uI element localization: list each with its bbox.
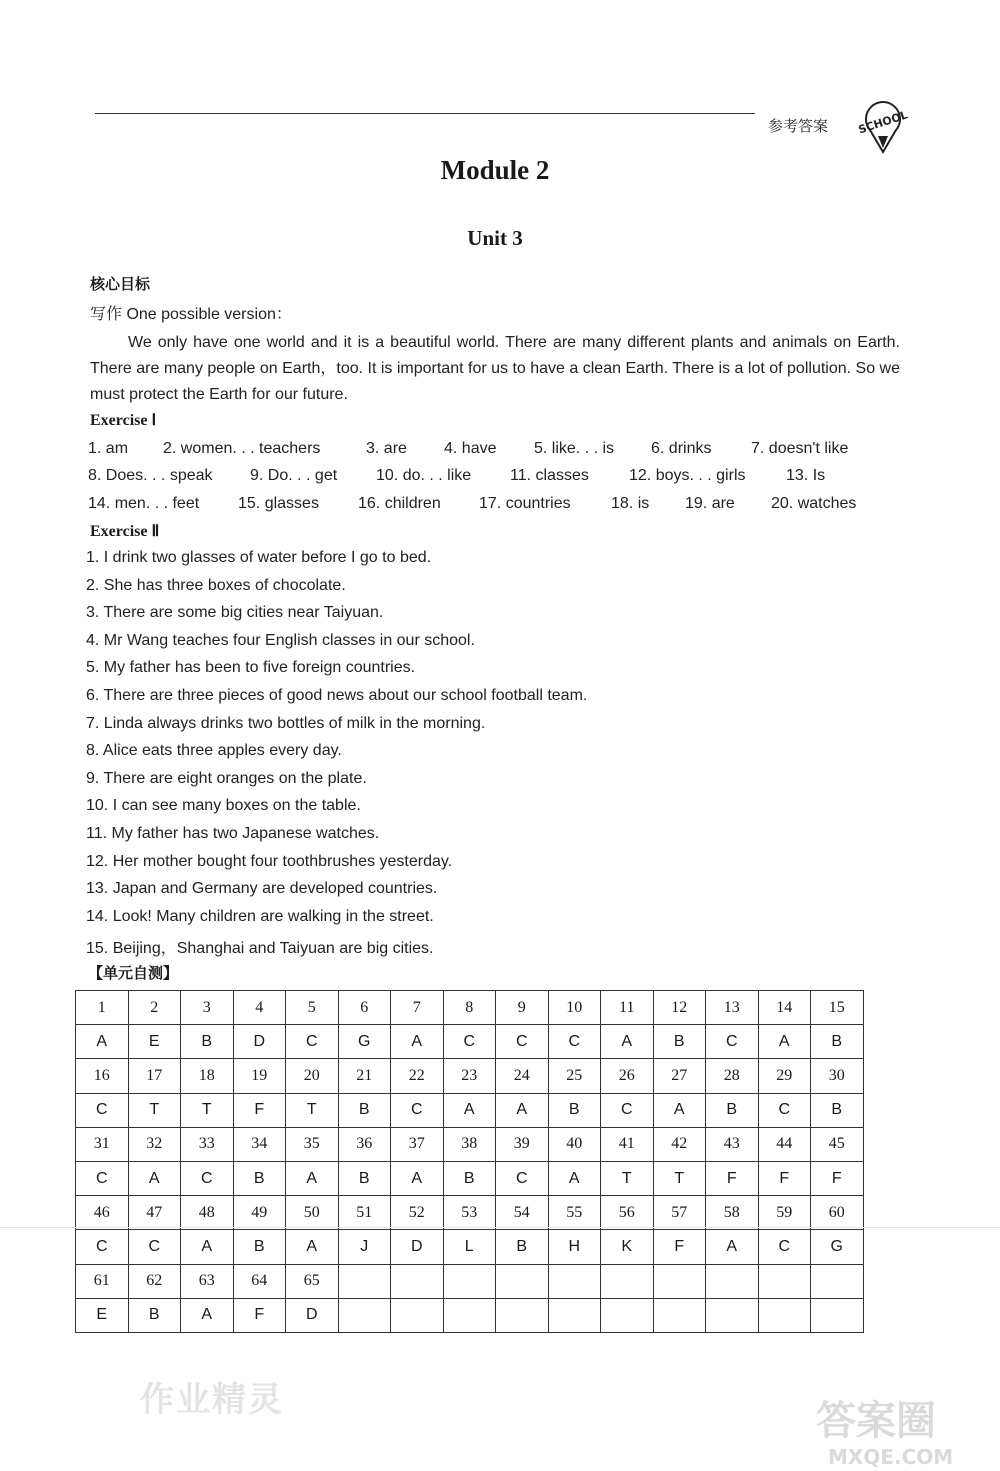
grid-number-cell: 40 [548,1127,601,1161]
grid-answer-cell: D [391,1230,444,1264]
grid-number-cell: 4 [233,991,286,1025]
answer-item: 18. is [611,495,650,512]
header-label: 参考答案 [768,117,829,135]
grid-answer-cell: B [338,1161,391,1195]
grid-answer-cell: A [706,1230,759,1264]
grid-number-cell: 62 [128,1264,181,1298]
grid-answer-cell: F [233,1093,286,1127]
grid-answer-cell: A [181,1298,234,1332]
grid-number-cell: 49 [233,1196,286,1230]
grid-answer-cell: C [76,1230,129,1264]
grid-number-cell: 17 [128,1059,181,1093]
grid-number-cell: 48 [181,1196,234,1230]
grid-number-cell: 35 [286,1127,339,1161]
sentence-item: 7. Linda always drinks two bottles of milk in the morning. [86,714,486,732]
sentence-item: 9. There are eight oranges on the plate. [86,769,367,787]
writing-label: 写作 One possible version： [90,306,292,323]
grid-answer-cell: C [443,1025,496,1059]
grid-number-cell [601,1264,654,1298]
grid-answer-cell [391,1298,444,1332]
grid-answer-cell: C [76,1093,129,1127]
sentence-item: 6. There are three pieces of good news about our school football team. [86,686,588,704]
grid-number-cell [338,1264,391,1298]
answer-item: 16. children [358,495,441,512]
grid-answer-cell: C [706,1025,759,1059]
sentence-item: 11. My father has two Japanese watches. [86,824,380,842]
grid-answer-cell: A [601,1025,654,1059]
grid-answer-cell: C [548,1025,601,1059]
grid-answer-cell [338,1298,391,1332]
grid-answer-cell [496,1298,549,1332]
writing-paragraph: We only have one world and it is a beautiful world. There are many different plants and animals on Earth. There are many people on Earth，too. It is important for us to have a clean Earth. There is a lot of pollution. So we must protect the Earth for our future. [90,334,900,403]
grid-answer-cell: F [653,1230,706,1264]
grid-answer-cell: T [181,1093,234,1127]
grid-number-cell: 19 [233,1059,286,1093]
answer-item: 1. am [88,440,129,457]
grid-number-cell: 8 [443,991,496,1025]
grid-number-cell: 25 [548,1059,601,1093]
answer-item: 12. boys. . . girls [629,467,746,484]
answer-item: 6. drinks [651,440,712,457]
grid-answer-cell: L [443,1230,496,1264]
answer-item: 3. are [366,440,407,457]
grid-answer-cell [548,1298,601,1332]
answer-item: 8. Does. . . speak [88,467,213,484]
answer-item: 9. Do. . . get [250,467,338,484]
grid-answer-cell: C [601,1093,654,1127]
grid-answer-cell: E [76,1298,129,1332]
grid-number-cell: 59 [758,1196,811,1230]
grid-answer-cell: B [233,1230,286,1264]
grid-number-cell: 33 [181,1127,234,1161]
sentence-item: 12. Her mother bought four toothbrushes yesterday. [86,852,453,870]
grid-number-cell: 52 [391,1196,444,1230]
answer-item: 10. do. . . like [376,467,472,484]
grid-number-cell: 65 [286,1264,339,1298]
answer-item: 14. men. . . feet [88,495,200,512]
grid-answer-row [76,1093,864,1127]
grid-number-row [76,1127,864,1161]
grid-answer-cell: J [338,1230,391,1264]
watermark-left: 作业精灵 [140,1380,284,1420]
grid-number-cell: 15 [811,991,864,1025]
grid-answer-cell [706,1298,759,1332]
grid-answer-cell: D [233,1025,286,1059]
grid-answer-cell: B [443,1161,496,1195]
grid-number-cell: 18 [181,1059,234,1093]
grid-number-cell [391,1264,444,1298]
grid-number-cell: 24 [496,1059,549,1093]
grid-number-cell: 2 [128,991,181,1025]
grid-answer-cell: A [758,1025,811,1059]
grid-answer-cell: B [233,1161,286,1195]
grid-number-cell: 12 [653,991,706,1025]
grid-number-row [76,1196,864,1230]
grid-number-cell: 28 [706,1059,759,1093]
grid-number-cell [496,1264,549,1298]
answer-item: 20. watches [771,495,857,512]
grid-number-cell: 37 [391,1127,444,1161]
grid-number-cell [811,1264,864,1298]
grid-number-cell: 55 [548,1196,601,1230]
grid-number-cell: 7 [391,991,444,1025]
grid-answer-cell: F [811,1161,864,1195]
grid-answer-cell [601,1298,654,1332]
grid-answer-cell: A [443,1093,496,1127]
sentence-item: 3. There are some big cities near Taiyuan. [86,604,384,622]
grid-answer-row [76,1230,864,1264]
grid-answer-cell: B [811,1025,864,1059]
answer-item: 11. classes [510,467,589,484]
answer-grid [75,990,864,1333]
grid-answer-cell: B [496,1230,549,1264]
grid-number-row [76,1264,864,1298]
grid-answer-cell: A [391,1025,444,1059]
grid-number-cell: 22 [391,1059,444,1093]
answer-item: 2. women. . . teachers [163,440,321,457]
grid-answer-cell: C [391,1093,444,1127]
grid-number-cell: 30 [811,1059,864,1093]
grid-number-cell: 29 [758,1059,811,1093]
grid-number-cell: 34 [233,1127,286,1161]
grid-answer-cell: B [653,1025,706,1059]
grid-number-cell: 60 [811,1196,864,1230]
logo-text: SCHOOL [856,108,910,137]
grid-answer-cell: C [76,1161,129,1195]
exercise1-heading: Exercise Ⅰ [90,412,157,429]
grid-number-cell: 63 [181,1264,234,1298]
grid-number-cell [758,1264,811,1298]
grid-number-cell [548,1264,601,1298]
watermark-right-bottom: MXQE.COM [828,1445,954,1469]
grid-number-cell: 56 [601,1196,654,1230]
grid-number-cell: 3 [181,991,234,1025]
grid-number-cell: 45 [811,1127,864,1161]
grid-number-cell [653,1264,706,1298]
grid-answer-cell: F [706,1161,759,1195]
grid-number-cell: 9 [496,991,549,1025]
grid-answer-row [76,1025,864,1059]
grid-answer-cell: B [128,1298,181,1332]
grid-answer-cell: G [811,1230,864,1264]
grid-answer-cell: T [653,1161,706,1195]
grid-number-cell: 38 [443,1127,496,1161]
module-title: Module 2 [440,155,550,185]
grid-answer-cell: C [286,1025,339,1059]
grid-answer-cell [811,1298,864,1332]
grid-answer-cell: F [233,1298,286,1332]
grid-answer-cell: F [758,1161,811,1195]
sentence-item: 5. My father has been to five foreign countries. [86,659,416,677]
grid-answer-cell: A [391,1161,444,1195]
grid-answer-cell: C [758,1093,811,1127]
grid-answer-cell: B [181,1025,234,1059]
grid-answer-row [76,1161,864,1195]
grid-number-cell: 50 [286,1196,339,1230]
grid-answer-cell: A [128,1161,181,1195]
grid-number-cell: 43 [706,1127,759,1161]
grid-answer-cell: A [286,1230,339,1264]
grid-number-cell: 26 [601,1059,654,1093]
grid-answer-cell: H [548,1230,601,1264]
answer-item: 13. Is [786,467,826,484]
exercise1-row [88,440,868,464]
sentence-item: 4. Mr Wang teaches four English classes in our school. [86,631,475,649]
unit-title: Unit 3 [467,226,523,250]
grid-number-cell: 20 [286,1059,339,1093]
sentence-item: 2. She has three boxes of chocolate. [86,576,346,594]
scan-rule [0,1227,1000,1228]
grid-number-cell: 57 [653,1196,706,1230]
grid-answer-cell: B [706,1093,759,1127]
sentence-item: 1. I drink two glasses of water before I go to bed. [86,549,432,566]
grid-answer-cell: T [286,1093,339,1127]
exercise1-row [88,495,868,519]
grid-answer-cell: A [76,1025,129,1059]
grid-answer-cell: G [338,1025,391,1059]
grid-number-cell: 32 [128,1127,181,1161]
grid-number-cell: 53 [443,1196,496,1230]
grid-number-cell: 6 [338,991,391,1025]
grid-number-cell: 51 [338,1196,391,1230]
grid-answer-cell: A [181,1230,234,1264]
exercise1-row [88,467,868,491]
grid-number-cell: 54 [496,1196,549,1230]
grid-answer-cell: E [128,1025,181,1059]
grid-number-row [76,1059,864,1093]
grid-answer-cell [653,1298,706,1332]
grid-answer-row [76,1298,864,1332]
grid-number-cell: 23 [443,1059,496,1093]
grid-number-row [76,991,864,1025]
grid-number-cell [443,1264,496,1298]
grid-number-cell: 36 [338,1127,391,1161]
header-rule [95,113,755,114]
grid-number-cell: 42 [653,1127,706,1161]
grid-answer-cell: B [338,1093,391,1127]
grid-number-cell: 27 [653,1059,706,1093]
unit-test-heading: 【单元自测】 [88,964,179,982]
grid-number-cell: 44 [758,1127,811,1161]
exercise2-sentences [86,549,587,963]
grid-number-cell [706,1264,759,1298]
watermark-right-top: 答案圈 [816,1398,936,1444]
grid-number-cell: 47 [128,1196,181,1230]
grid-answer-cell [443,1298,496,1332]
grid-number-cell: 1 [76,991,129,1025]
grid-answer-cell: B [811,1093,864,1127]
grid-number-cell: 58 [706,1196,759,1230]
grid-number-cell: 41 [601,1127,654,1161]
grid-number-cell: 10 [548,991,601,1025]
grid-answer-cell: A [548,1161,601,1195]
answer-item: 15. glasses [238,495,319,512]
grid-number-cell: 39 [496,1127,549,1161]
sentence-item: 10. I can see many boxes on the table. [86,797,361,815]
sentence-item: 13. Japan and Germany are developed countries. [86,880,438,898]
core-heading: 核心目标 [90,275,151,293]
grid-number-cell: 64 [233,1264,286,1298]
answer-item: 17. countries [479,495,571,512]
grid-answer-cell: C [128,1230,181,1264]
sentence-item: 14. Look! Many children are walking in the street. [86,907,434,925]
answer-item: 4. have [444,440,497,457]
grid-number-cell: 31 [76,1127,129,1161]
grid-answer-cell: A [286,1161,339,1195]
grid-answer-cell: D [286,1298,339,1332]
grid-number-cell: 11 [601,991,654,1025]
grid-answer-cell: K [601,1230,654,1264]
sentence-item: 15. Beijing，Shanghai and Taiyuan are big cities. [86,940,434,958]
sentence-item: 8. Alice eats three apples every day. [86,742,342,760]
grid-answer-cell: T [128,1093,181,1127]
grid-answer-cell [758,1298,811,1332]
grid-number-cell: 13 [706,991,759,1025]
grid-number-cell: 16 [76,1059,129,1093]
watermark-right-logo [808,1390,1000,1470]
grid-number-cell: 5 [286,991,339,1025]
answer-item: 19. are [685,495,735,512]
exercise2-heading: Exercise Ⅱ [90,523,160,540]
answer-item: 5. like. . . is [534,440,615,457]
grid-answer-cell: A [496,1093,549,1127]
answer-item: 7. doesn't like [751,440,849,457]
grid-answer-cell: C [181,1161,234,1195]
grid-number-cell: 61 [76,1264,129,1298]
grid-answer-cell: C [496,1161,549,1195]
grid-answer-cell: A [653,1093,706,1127]
grid-number-cell: 21 [338,1059,391,1093]
grid-number-cell: 46 [76,1196,129,1230]
school-logo-icon [852,96,914,154]
grid-answer-cell: C [758,1230,811,1264]
grid-answer-cell: C [496,1025,549,1059]
grid-number-cell: 14 [758,991,811,1025]
grid-answer-cell: T [601,1161,654,1195]
grid-answer-cell: B [548,1093,601,1127]
